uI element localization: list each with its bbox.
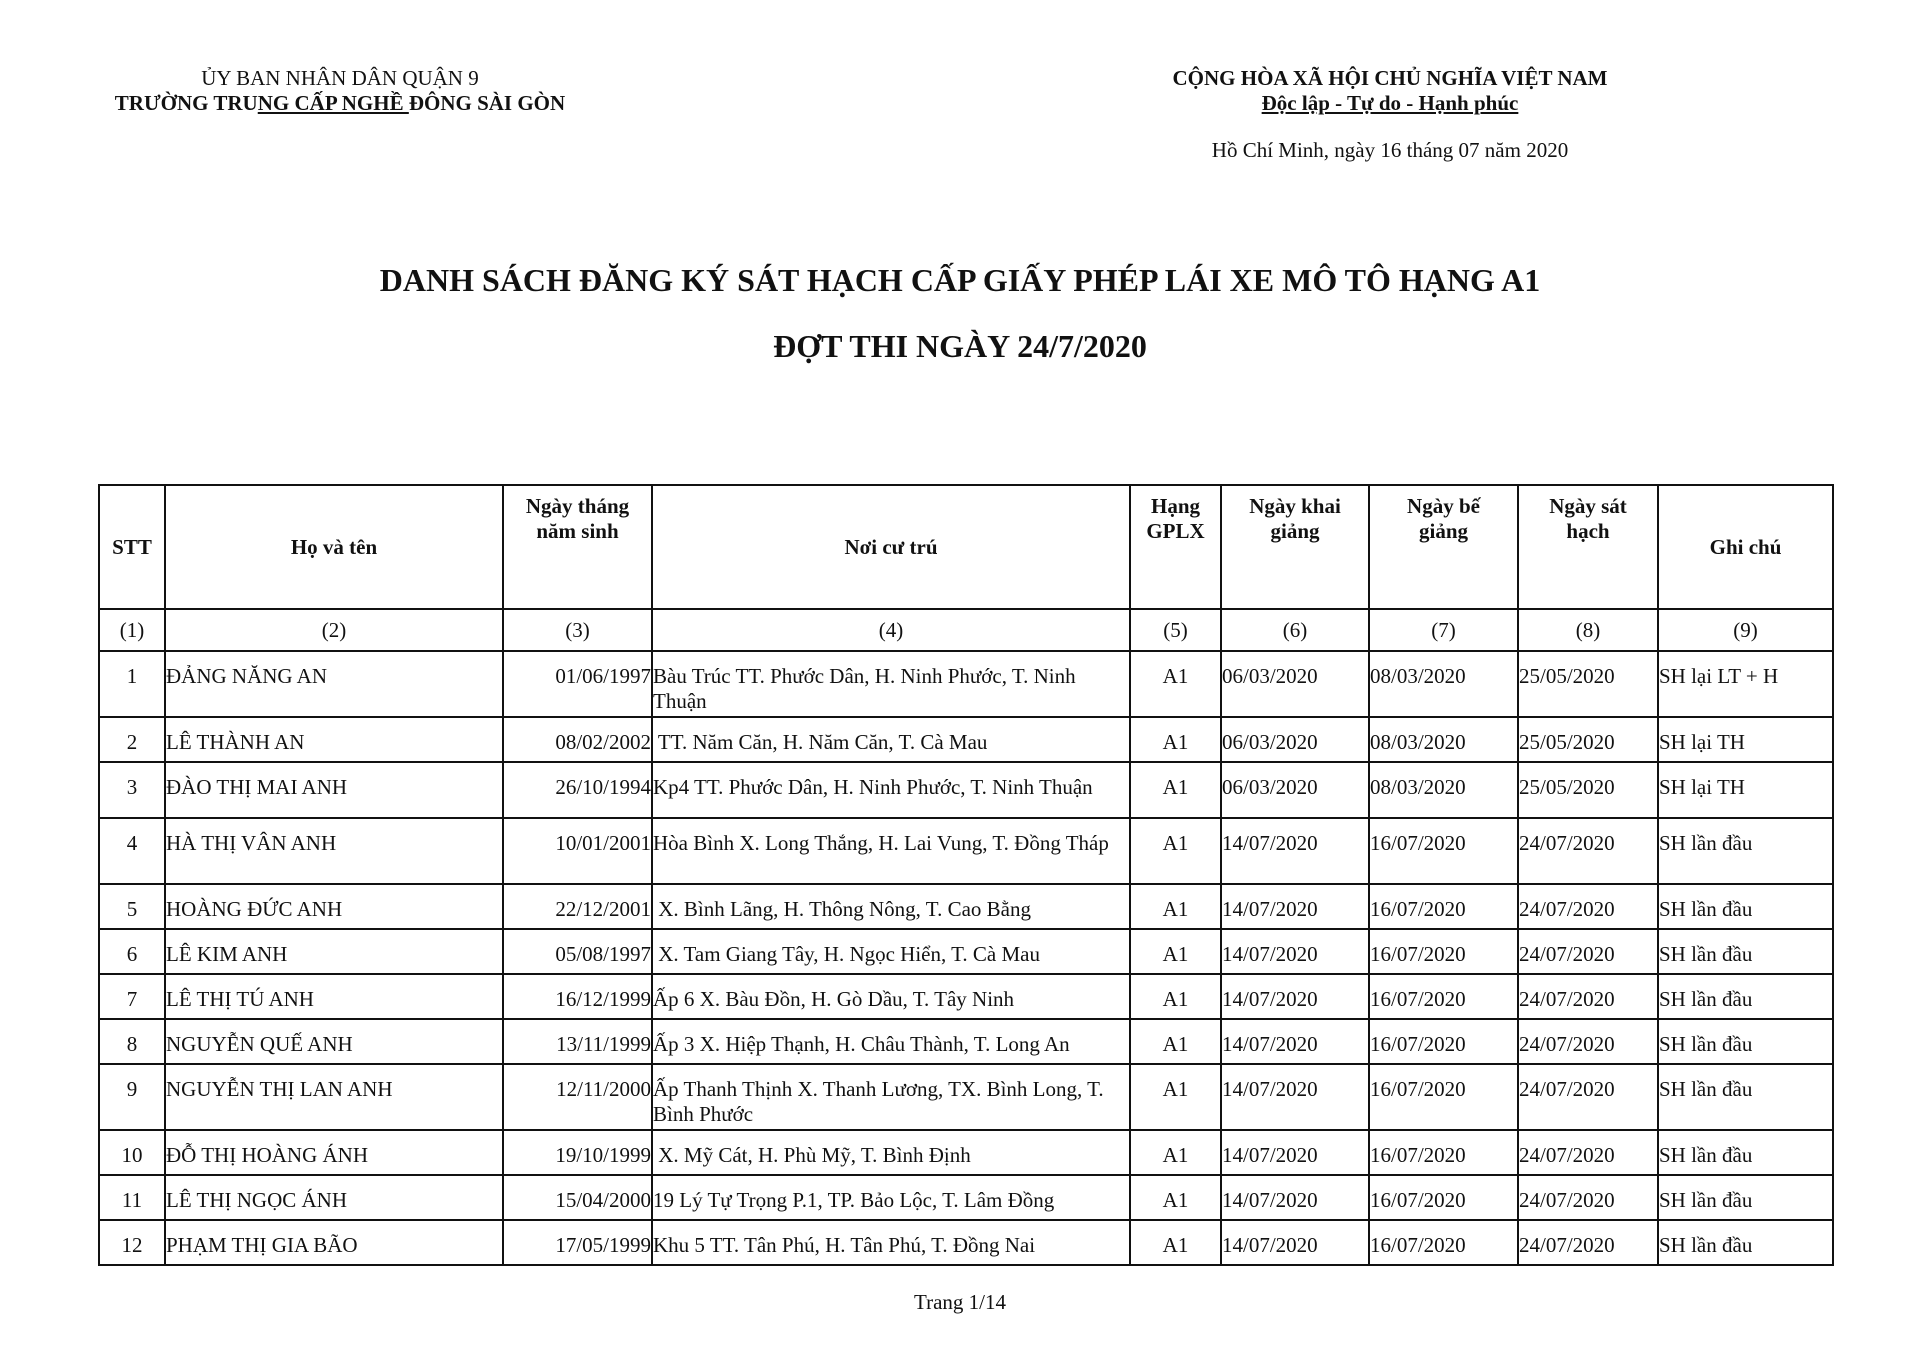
row-exam-date: 24/07/2020 [1518,929,1658,974]
row-dob: 22/12/2001 [503,884,652,929]
row-stt: 1 [99,651,165,717]
header-course-start: Ngày khai giảng [1221,485,1369,609]
row-note: SH lại LT + H [1658,651,1833,717]
column-number: (1) [99,609,165,651]
row-exam-date: 24/07/2020 [1518,1019,1658,1064]
row-course-end: 16/07/2020 [1369,818,1518,884]
column-number: (7) [1369,609,1518,651]
page-number: Trang 1/14 [914,1290,1006,1314]
header-note: Ghi chú [1658,485,1833,609]
row-course-end: 16/07/2020 [1369,929,1518,974]
row-note: SH lại TH [1658,762,1833,818]
row-course-end: 16/07/2020 [1369,1064,1518,1130]
document-date: Hồ Chí Minh, ngày 16 tháng 07 năm 2020 [1211,138,1569,162]
row-stt: 8 [99,1019,165,1064]
row-course-start: 06/03/2020 [1221,717,1369,762]
row-dob: 01/06/1997 [503,651,652,717]
row-name: LÊ THÀNH AN [165,717,503,762]
document-title: DANH SÁCH ĐĂNG KÝ SÁT HẠCH CẤP GIẤY PHÉP LÁI XE MÔ TÔ HẠNG A1 [379,262,1541,298]
row-address: 19 Lý Tự Trọng P.1, TP. Bảo Lộc, T. Lâm Đồng [652,1175,1130,1220]
row-dob: 26/10/1994 [503,762,652,818]
row-stt: 5 [99,884,165,929]
row-course-end: 16/07/2020 [1369,884,1518,929]
row-address: Ấp 6 X. Bàu Đồn, H. Gò Dầu, T. Tây Ninh [652,974,1130,1019]
header-dob: Ngày tháng năm sinh [503,485,652,609]
header-name: Họ và tên [165,485,503,609]
table-row [99,818,1833,884]
header-license-class: Hạng GPLX [1130,485,1221,609]
table-row [99,1019,1833,1064]
row-license-class: A1 [1130,1019,1221,1064]
row-dob: 15/04/2000 [503,1175,652,1220]
table-row [99,1064,1833,1130]
row-course-end: 16/07/2020 [1369,1175,1518,1220]
table-row [99,1130,1833,1175]
row-dob: 12/11/2000 [503,1064,652,1130]
registration-table [98,484,1834,1266]
exam-session-title: ĐỢT THI NGÀY 24/7/2020 [773,328,1147,364]
row-address: Khu 5 TT. Tân Phú, H. Tân Phú, T. Đồng Nai [652,1220,1130,1265]
row-stt: 7 [99,974,165,1019]
national-header [1120,66,1660,116]
row-address: Bàu Trúc TT. Phước Dân, H. Ninh Phước, T. Ninh Thuận [652,651,1130,717]
row-course-start: 14/07/2020 [1221,1220,1369,1265]
row-address: X. Mỹ Cát, H. Phù Mỹ, T. Bình Định [652,1130,1130,1175]
row-license-class: A1 [1130,974,1221,1019]
row-course-start: 14/07/2020 [1221,929,1369,974]
table-row [99,929,1833,974]
row-name: ĐÀO THỊ MAI ANH [165,762,503,818]
row-license-class: A1 [1130,818,1221,884]
row-stt: 11 [99,1175,165,1220]
row-stt: 3 [99,762,165,818]
row-stt: 6 [99,929,165,974]
row-name: LÊ THỊ NGỌC ÁNH [165,1175,503,1220]
column-number-row [99,609,1833,651]
row-address: X. Bình Lãng, H. Thông Nông, T. Cao Bằng [652,884,1130,929]
national-name: CỘNG HÒA XÃ HỘI CHỦ NGHĨA VIỆT NAM [1172,66,1608,90]
table-row [99,974,1833,1019]
row-exam-date: 25/05/2020 [1518,717,1658,762]
row-course-start: 14/07/2020 [1221,818,1369,884]
row-course-start: 06/03/2020 [1221,651,1369,717]
row-license-class: A1 [1130,651,1221,717]
row-exam-date: 24/07/2020 [1518,1175,1658,1220]
row-name: LÊ THỊ TÚ ANH [165,974,503,1019]
column-number: (4) [652,609,1130,651]
row-course-start: 14/07/2020 [1221,884,1369,929]
table-row [99,717,1833,762]
row-exam-date: 25/05/2020 [1518,651,1658,717]
row-course-start: 14/07/2020 [1221,1175,1369,1220]
row-note: SH lần đầu [1658,1220,1833,1265]
row-name: HÀ THỊ VÂN ANH [165,818,503,884]
row-note: SH lần đầu [1658,1130,1833,1175]
row-note: SH lại TH [1658,717,1833,762]
row-license-class: A1 [1130,1175,1221,1220]
header-address: Nơi cư trú [652,485,1130,609]
row-dob: 05/08/1997 [503,929,652,974]
row-license-class: A1 [1130,1064,1221,1130]
school-name: TRƯỜNG TRUNG CẤP NGHỀ ĐÔNG SÀI GÒN [114,91,566,115]
column-number: (3) [503,609,652,651]
row-license-class: A1 [1130,762,1221,818]
row-dob: 16/12/1999 [503,974,652,1019]
row-course-end: 16/07/2020 [1369,974,1518,1019]
row-course-start: 06/03/2020 [1221,762,1369,818]
header-stt: STT [99,485,165,609]
row-course-end: 16/07/2020 [1369,1130,1518,1175]
table-row [99,884,1833,929]
row-name: LÊ KIM ANH [165,929,503,974]
row-license-class: A1 [1130,929,1221,974]
row-name: ĐỖ THỊ HOÀNG ÁNH [165,1130,503,1175]
row-stt: 2 [99,717,165,762]
row-dob: 13/11/1999 [503,1019,652,1064]
row-stt: 12 [99,1220,165,1265]
row-dob: 10/01/2001 [503,818,652,884]
header-exam-date: Ngày sát hạch [1518,485,1658,609]
national-motto: Độc lập - Tự do - Hạnh phúc [1261,91,1519,115]
row-name: NGUYỄN THỊ LAN ANH [165,1064,503,1130]
district-committee: ỦY BAN NHÂN DÂN QUẬN 9 [201,66,479,90]
row-license-class: A1 [1130,884,1221,929]
header-row [99,485,1833,609]
row-note: SH lần đầu [1658,1019,1833,1064]
row-dob: 08/02/2002 [503,717,652,762]
row-address: Hòa Bình X. Long Thắng, H. Lai Vung, T. Đồng Tháp [652,818,1130,884]
row-address: Kp4 TT. Phước Dân, H. Ninh Phước, T. Ninh Thuận [652,762,1130,818]
row-name: NGUYỄN QUẾ ANH [165,1019,503,1064]
row-license-class: A1 [1130,717,1221,762]
column-number: (5) [1130,609,1221,651]
row-course-start: 14/07/2020 [1221,1130,1369,1175]
row-course-start: 14/07/2020 [1221,1064,1369,1130]
row-exam-date: 24/07/2020 [1518,1130,1658,1175]
row-note: SH lần đầu [1658,1064,1833,1130]
header-course-end: Ngày bế giảng [1369,485,1518,609]
row-course-start: 14/07/2020 [1221,1019,1369,1064]
row-address: TT. Năm Căn, H. Năm Căn, T. Cà Mau [652,717,1130,762]
row-note: SH lần đầu [1658,818,1833,884]
row-name: HOÀNG ĐỨC ANH [165,884,503,929]
table-row [99,762,1833,818]
table-row [99,1220,1833,1265]
row-note: SH lần đầu [1658,1175,1833,1220]
row-dob: 17/05/1999 [503,1220,652,1265]
row-exam-date: 24/07/2020 [1518,1064,1658,1130]
row-name: PHẠM THỊ GIA BÃO [165,1220,503,1265]
table-row [99,651,1833,717]
row-stt: 10 [99,1130,165,1175]
row-course-end: 08/03/2020 [1369,762,1518,818]
table-row [99,1175,1833,1220]
row-stt: 9 [99,1064,165,1130]
row-course-end: 16/07/2020 [1369,1019,1518,1064]
row-exam-date: 24/07/2020 [1518,818,1658,884]
row-note: SH lần đầu [1658,974,1833,1019]
row-license-class: A1 [1130,1220,1221,1265]
row-address: X. Tam Giang Tây, H. Ngọc Hiển, T. Cà Mau [652,929,1130,974]
column-number: (6) [1221,609,1369,651]
row-name: ĐẢNG NĂNG AN [165,651,503,717]
row-address: Ấp 3 X. Hiệp Thạnh, H. Châu Thành, T. Long An [652,1019,1130,1064]
column-number: (2) [165,609,503,651]
row-exam-date: 25/05/2020 [1518,762,1658,818]
row-stt: 4 [99,818,165,884]
column-number: (8) [1518,609,1658,651]
column-number: (9) [1658,609,1833,651]
row-license-class: A1 [1130,1130,1221,1175]
row-exam-date: 24/07/2020 [1518,884,1658,929]
row-course-end: 08/03/2020 [1369,717,1518,762]
issuing-authority [95,66,585,116]
row-note: SH lần đầu [1658,884,1833,929]
row-course-end: 08/03/2020 [1369,651,1518,717]
row-exam-date: 24/07/2020 [1518,974,1658,1019]
row-course-end: 16/07/2020 [1369,1220,1518,1265]
row-course-start: 14/07/2020 [1221,974,1369,1019]
row-dob: 19/10/1999 [503,1130,652,1175]
row-address: Ấp Thanh Thịnh X. Thanh Lương, TX. Bình Long, T. Bình Phước [652,1064,1130,1130]
row-note: SH lần đầu [1658,929,1833,974]
row-exam-date: 24/07/2020 [1518,1220,1658,1265]
